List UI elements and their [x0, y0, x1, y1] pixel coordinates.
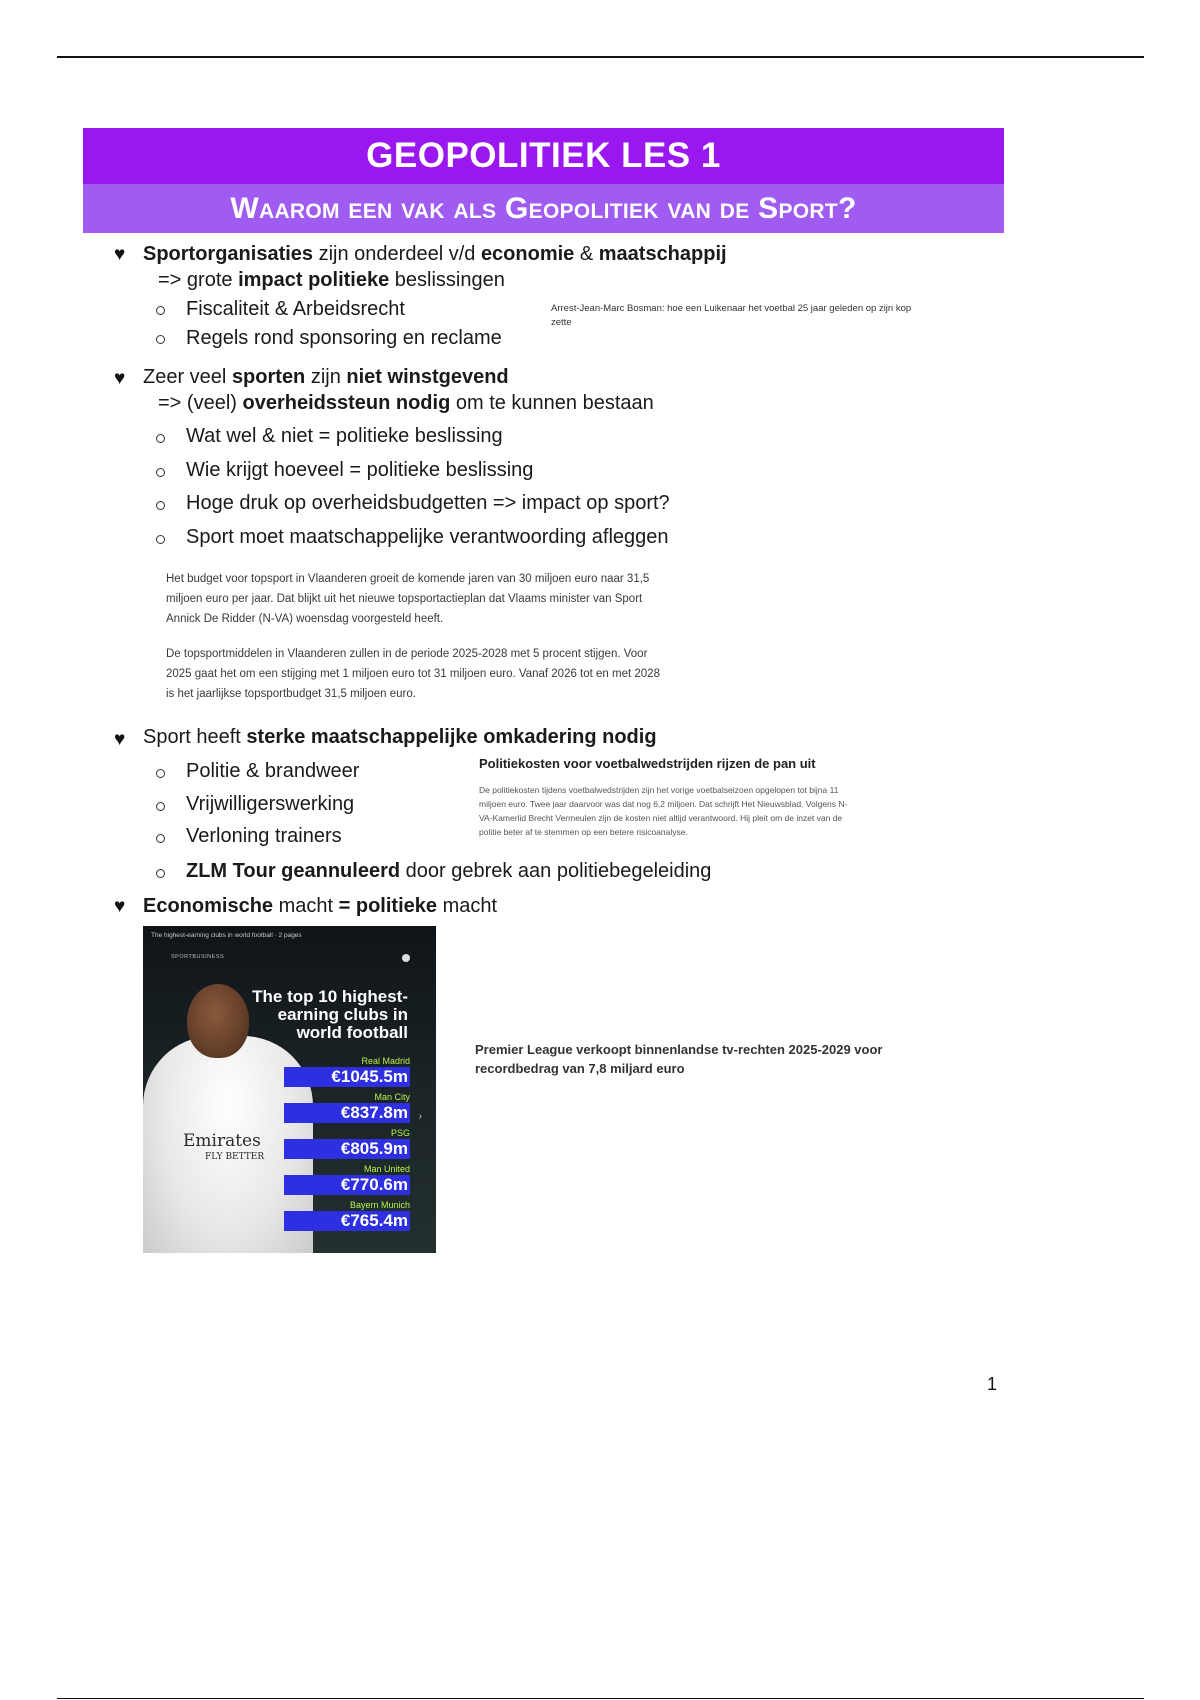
- heart-bullet-icon: ♥: [114, 368, 126, 389]
- circle-bullet-icon: [156, 335, 165, 344]
- police-clipping-title: Politiekosten voor voetbalwedstrijden rijzen de pan uit: [479, 756, 816, 771]
- list-item: Regels rond sponsoring en reclame: [186, 327, 502, 349]
- heart-bullet-icon: ♥: [114, 896, 126, 917]
- club-value: €837.8m: [284, 1103, 410, 1123]
- image-headline: The top 10 highest-earning clubs in world football: [252, 987, 408, 1042]
- circle-bullet-icon: [156, 769, 165, 778]
- club-value: €1045.5m: [284, 1067, 410, 1087]
- section2-subline: => (veel) overheidssteun nodig om te kunnen bestaan: [158, 392, 654, 414]
- circle-bullet-icon: [156, 468, 165, 477]
- shirt-sponsor-tagline: FLY BETTER: [205, 1152, 265, 1162]
- section4-heading: Economische macht = politieke macht: [143, 895, 498, 917]
- list-item: Vrijwilligerswerking: [186, 793, 355, 815]
- circle-bullet-icon: [156, 306, 165, 315]
- budget-clipping-p1: Het budget voor topsport in Vlaanderen groeit de komende jaren van 30 miljoen euro naar 31,5 miljoen euro per jaar. Dat blijkt uit het nieuwe topsportactieplan dat Vlaams minister van Sport Annick De Ridder (N-VA) woensdag voorgesteld heeft.: [166, 573, 650, 625]
- premier-league-clipping: Premier League verkoopt binnenlandse tv-rechten 2025-2029 voor recordbedrag van 7,8 miljard euro: [475, 1042, 883, 1076]
- club-entry: [260, 1056, 410, 1087]
- bosman-clipping: Arrest-Jean-Marc Bosman: hoe een Luikenaar het voetbal 25 jaar geleden op zijn kop zette: [551, 303, 912, 328]
- list-item: Politie & brandweer: [186, 760, 360, 782]
- club-value: €805.9m: [284, 1139, 410, 1159]
- club-list: [260, 1056, 410, 1236]
- club-name: Man City: [374, 1092, 410, 1102]
- club-name: PSG: [390, 1128, 410, 1138]
- list-item: Wat wel & niet = politieke beslissing: [186, 425, 503, 447]
- circle-bullet-icon: [156, 869, 165, 878]
- budget-clipping-p2: De topsportmiddelen in Vlaanderen zullen in de periode 2025-2028 met 5 procent stijgen. Voor 2025 gaat het om een stijging met 1 miljoen euro tot 31 miljoen euro. Vanaf 2026 tot en met 2028 is het jaarlijkse topsportbudget 31,5 miljoen euro.: [166, 648, 660, 700]
- page-title: GEOPOLITIEK LES 1: [83, 128, 1004, 184]
- top-rule: [57, 56, 1144, 58]
- club-value: €770.6m: [284, 1175, 410, 1195]
- club-entry: [260, 1200, 410, 1231]
- police-clipping-body: De politiekosten tijdens voetbalwedstrijden zijn het vorige voetbalseizoen opgelopen tot bijna 11 miljoen euro. Twee jaar daarvoor was dat nog 6,2 miljoen. Dat schrijft Het Nieuwsblad. Volgens N-VA-Kamerlid Brecht Vermeulen zijn de kosten niet altijd verantwoord. Hij pleit om de inzet van de politie beter af te stemmen op een betere risicoanalyse.: [479, 785, 848, 837]
- shirt-sponsor: Emirates: [183, 1131, 261, 1151]
- list-item: Fiscaliteit & Arbeidsrecht: [186, 298, 405, 320]
- club-entry: [260, 1164, 410, 1195]
- circle-bullet-icon: [156, 535, 165, 544]
- chevron-right-icon: ›: [418, 1111, 422, 1122]
- circle-bullet-icon: [156, 802, 165, 811]
- bottom-rule: [57, 1698, 1144, 1699]
- image-top-caption: The highest-earning clubs in world football · 2 pages: [151, 932, 302, 939]
- list-item: Hoge druk op overheidsbudgetten => impact op sport?: [186, 492, 670, 514]
- section1-heading: Sportorganisaties zijn onderdeel v/d economie & maatschappij: [143, 243, 727, 265]
- club-entry: [260, 1128, 410, 1159]
- list-item: Sport moet maatschappelijke verantwoording afleggen: [186, 526, 669, 548]
- badge-icon: [402, 954, 410, 962]
- list-item-zlm: ZLM Tour geannuleerd door gebrek aan politiebegeleiding: [186, 860, 712, 882]
- page-subtitle: Waarom een vak als Geopolitiek van de Sport?: [83, 184, 1004, 233]
- section3-heading: Sport heeft sterke maatschappelijke omkadering nodig: [143, 726, 657, 748]
- image-brand: SPORTBUSINESS: [171, 954, 225, 960]
- heart-bullet-icon: ♥: [114, 244, 126, 265]
- circle-bullet-icon: [156, 834, 165, 843]
- club-name: Real Madrid: [361, 1056, 410, 1066]
- heart-bullet-icon: ♥: [114, 729, 126, 750]
- club-name: Bayern Munich: [349, 1200, 410, 1210]
- page-number: 1: [987, 1374, 998, 1394]
- club-value: €765.4m: [284, 1211, 410, 1231]
- club-name: Man United: [363, 1164, 410, 1174]
- section1-subline: => grote impact politieke beslissingen: [158, 269, 505, 291]
- football-clubs-image: [143, 926, 436, 1253]
- section2-heading: Zeer veel sporten zijn niet winstgevend: [143, 366, 509, 388]
- circle-bullet-icon: [156, 501, 165, 510]
- club-entry: [260, 1092, 410, 1123]
- circle-bullet-icon: [156, 434, 165, 443]
- list-item: Wie krijgt hoeveel = politieke beslissing: [186, 459, 534, 481]
- list-item: Verloning trainers: [186, 825, 342, 847]
